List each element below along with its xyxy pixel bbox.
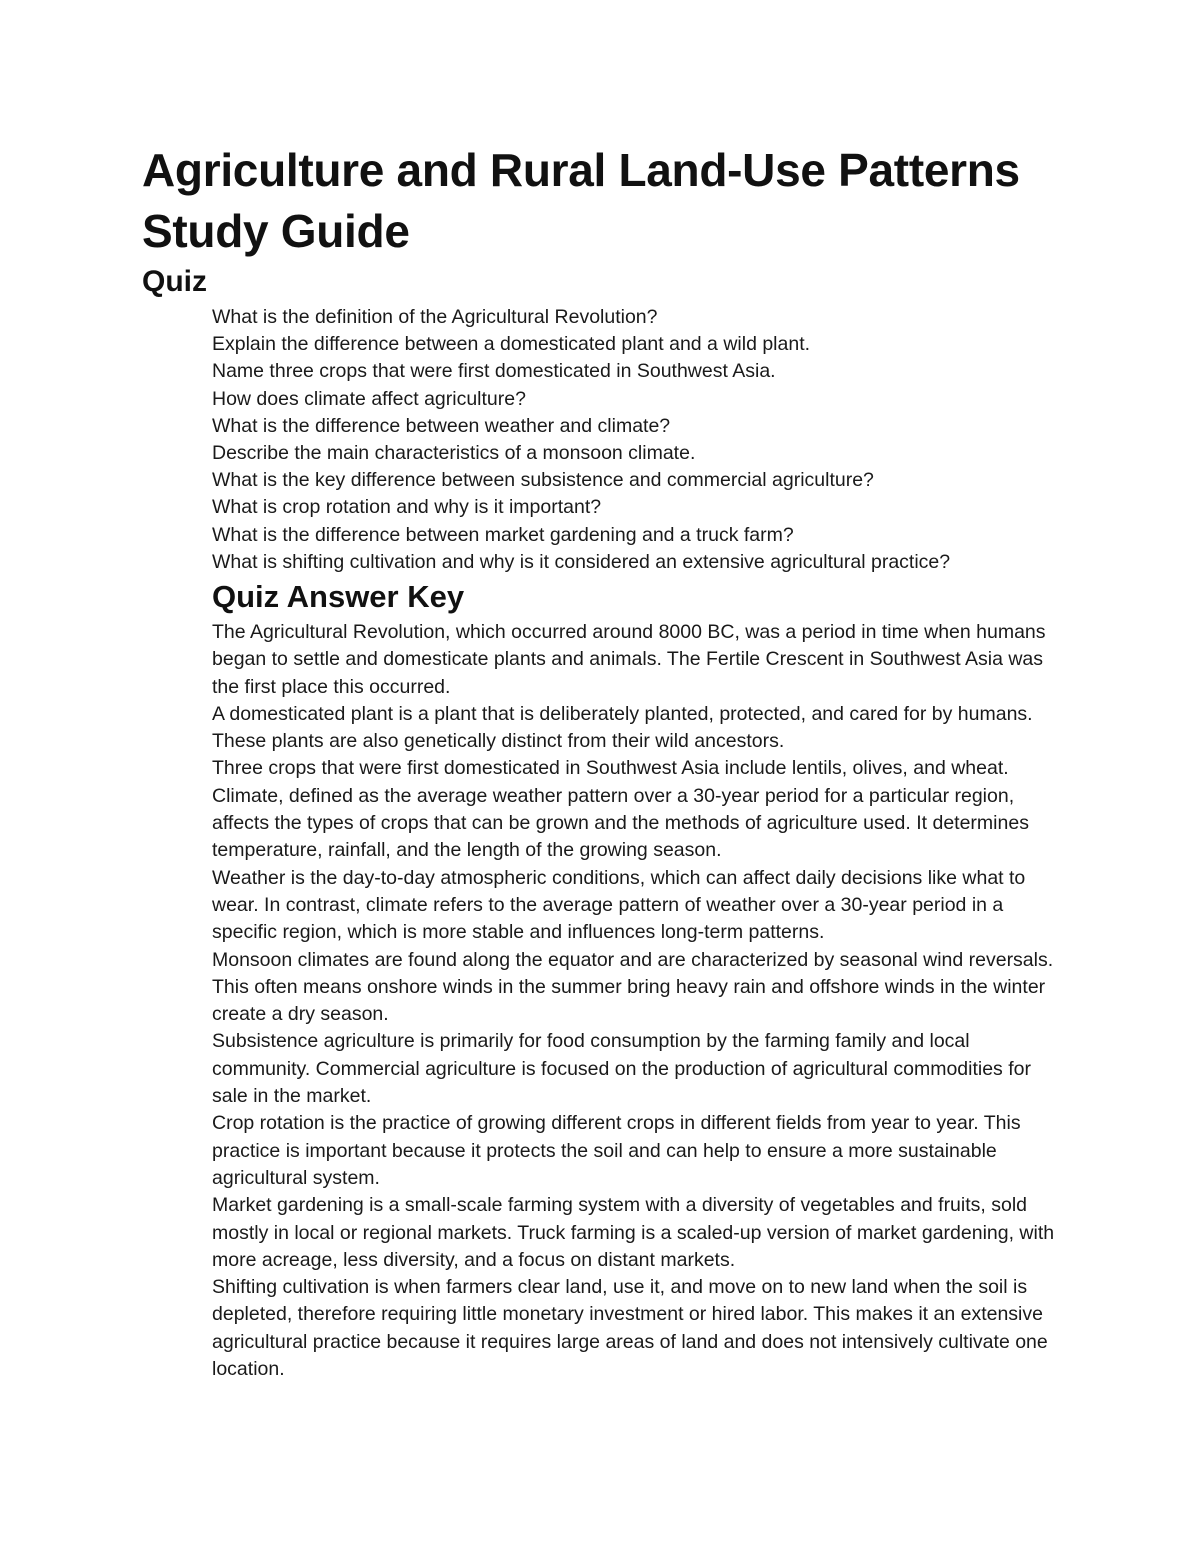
quiz-question: Describe the main characteristics of a monsoon climate. [212,442,696,465]
answer-item: The Agricultural Revolution, which occurred around 8000 BC, was a period in time when humans began to settle and domesticate plants and animals. The Fertile Crescent in Southwest Asia was the first place this occurred. [212,621,1046,698]
quiz-question: What is shifting cultivation and why is it considered an extensive agricultural practice? [212,550,951,573]
quiz-heading: Quiz [142,265,207,298]
answer-item: A domesticated plant is a plant that is deliberately planted, protected, and cared for by humans. These plants are also genetically distinct from their wild ancestors. [212,702,1033,753]
answer-item: Shifting cultivation is when farmers clear land, use it, and move on to new land when the soil is depleted, therefore requiring little monetary investment or hired labor. This makes it an extensive agricultural practice because it requires large areas of land and does not intensively cultivate one location. [212,1276,1048,1381]
answer-item: Monsoon climates are found along the equator and are characterized by seasonal wind reversals. This often means onshore winds in the summer bring heavy rain and offshore winds in the winter create a dry season. [212,948,1054,1026]
quiz-question: What is crop rotation and why is it important? [212,496,602,519]
answer-item: Market gardening is a small-scale farming system with a diversity of vegetables and fruits, sold mostly in local or regional markets. Truck farming is a scaled-up version of market gardening, with more acreage, less diversity, and a focus on distant markets. [212,1194,1055,1271]
quiz-question: Name three crops that were first domesticated in Southwest Asia. [212,360,776,383]
quiz-question: What is the key difference between subsistence and commercial agriculture? [212,469,874,492]
answer-item: Subsistence agriculture is primarily for food consumption by the farming family and local community. Commercial agriculture is focused on the production of agricultural commodities for sale in the market. [212,1030,1031,1108]
answer-item: Climate, defined as the average weather pattern over a 30-year period for a particular region, affects the types of crops that can be grown and the methods of agriculture used. It determines temperature, rainfall, and the length of the growing season. [212,784,1029,862]
answer-key-list [212,619,1064,1383]
answer-item: Crop rotation is the practice of growing different crops in different fields from year to year. This practice is important because it protects the soil and can help to ensure a more sustainable agricultural system. [212,1112,1021,1189]
page-title: Agriculture and Rural Land-Use Patterns Study Guide [142,144,1020,257]
quiz-question-list [212,304,1112,576]
quiz-question: Explain the difference between a domesticated plant and a wild plant. [212,333,811,356]
quiz-question: What is the difference between weather and climate? [212,414,671,437]
answer-item: Weather is the day-to-day atmospheric conditions, which can affect daily decisions like what to wear. In contrast, climate refers to the average pattern of weather over a 30-year period in a specific region, which is more stable and influences long-term patterns. [212,866,1026,944]
quiz-question: What is the difference between market gardening and a truck farm? [212,523,794,546]
answer-key-heading: Quiz Answer Key [212,579,465,614]
quiz-question: What is the definition of the Agricultural Revolution? [212,306,658,328]
answer-item: Three crops that were first domesticated in Southwest Asia include lentils, olives, and wheat. [212,757,1009,780]
quiz-question: How does climate affect agriculture? [212,387,526,410]
